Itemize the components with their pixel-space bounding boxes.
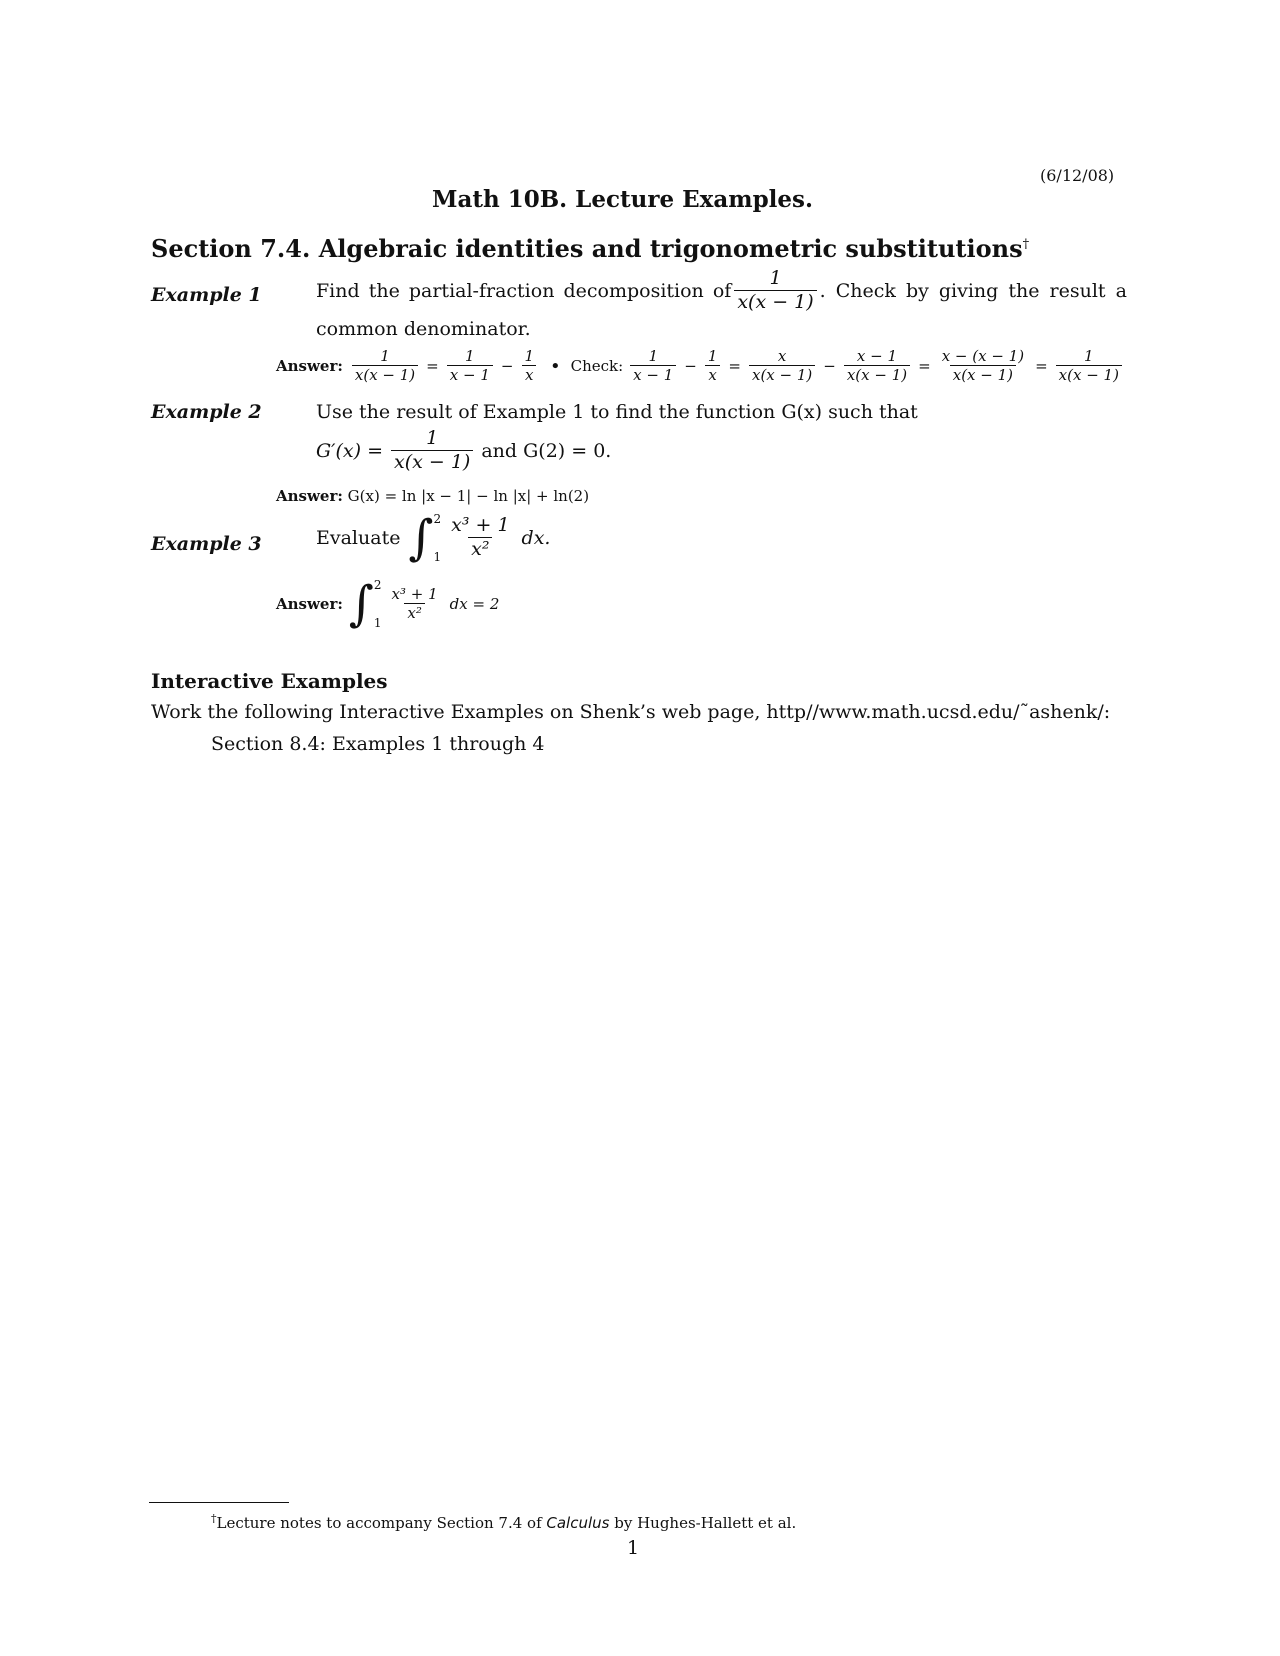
example-2-text: Use the result of Example 1 to find the function G(x) such that <box>316 401 918 423</box>
section-title: Section 7.4. Algebraic identities and trigonometric substitutions <box>151 234 1023 263</box>
example-2-equation <box>316 428 611 474</box>
check-fraction: $\frac{x - 1}{x(x - 1)}$ <box>844 348 910 384</box>
example-2-answer <box>276 487 589 505</box>
interactive-text: Work the following Interactive Examples on Shenk’s web page, http//www.math.ucsd.edu/˜ashenk/: <box>151 701 1111 723</box>
page-number: 1 <box>627 1537 640 1559</box>
example-1-answer: Answer: $\frac{1}{x(x - 1)}$ = $\frac{1}{x - 1}$ − $\frac{1}{x}$ • Check: $\frac{1}{x - 1}$ − $\frac{1}{x}$ = $\frac{x}{x(x - 1)}$ − $\frac{x - 1}{x(x - 1)}$ = $\frac{x - (x - 1)}{x(x - 1)}$ = $\frac{1}{x(x - 1)}$ <box>276 348 1125 384</box>
example-3-answer <box>276 578 499 630</box>
example-2-lhs: G′(x) = <box>316 439 383 462</box>
example-2-answer-text: G(x) = ln |x − 1| − ln |x| + ln(2) <box>347 487 590 505</box>
footnote-mark: † <box>1022 237 1030 252</box>
integral-icon: ∫ <box>348 576 374 632</box>
answer-label: Answer: <box>276 357 343 376</box>
integral-limits: 2 1 <box>373 578 382 630</box>
example-3-fraction: $\frac{\text{x³ + 1}}{\text{x²}}$ <box>451 514 510 561</box>
answer-label: Answer: <box>276 595 343 613</box>
example-3-statement <box>316 512 550 564</box>
example-1-text-c: common denominator. <box>316 318 531 340</box>
check-fraction: $\frac{1}{x - 1}$ <box>630 348 676 384</box>
example-2-fraction: $\frac{1}{x(x - 1)}$ <box>391 428 473 474</box>
bullet: • <box>549 355 561 377</box>
section-heading <box>151 234 1029 263</box>
footnote-mark: † <box>211 1512 217 1525</box>
footnote <box>211 1512 796 1532</box>
footnote-text-a: Lecture notes to accompany Section 7.4 of <box>216 1514 547 1532</box>
answer-fraction: $\frac{1}{x(x - 1)}$ <box>352 348 418 384</box>
example-1-label: Example 1 <box>151 284 262 306</box>
interactive-item: Section 8.4: Examples 1 through 4 <box>211 733 545 755</box>
example-1-fraction: $\frac{1}{x(x - 1)}$ <box>734 268 816 314</box>
example-3-text: Evaluate <box>316 527 401 549</box>
date: (6/12/08) <box>1040 166 1115 185</box>
page-title: Math 10B. Lecture Examples. <box>432 186 813 213</box>
example-3-label: Example 3 <box>151 533 262 555</box>
footnote-book: Calculus <box>546 1514 610 1532</box>
check-fraction: $\frac{x - (x - 1)}{x(x - 1)}$ <box>941 347 1025 385</box>
check-fraction: $\frac{1}{x(x - 1)}$ <box>1056 348 1122 384</box>
interactive-heading: Interactive Examples <box>151 669 388 693</box>
example-1-statement <box>316 267 1127 314</box>
check-fraction: $\frac{x}{x(x - 1)}$ <box>749 348 815 384</box>
answer-label: Answer: <box>276 487 343 505</box>
example-1-text-a: Find the partial-fraction decomposition of <box>316 279 732 302</box>
example-3-tail: dx. <box>521 527 551 549</box>
example-2-rhs: and G(2) = 0. <box>481 439 612 462</box>
integral-limits: 2 1 <box>433 512 442 564</box>
footnote-rule <box>149 1502 289 1503</box>
example-3-answer-fraction: $\frac{\text{x³ + 1}}{\text{x²}}$ <box>391 584 438 623</box>
answer-fraction: $\frac{1}{x}$ <box>521 348 537 384</box>
check-fraction: $\frac{1}{x}$ <box>705 348 721 384</box>
footnote-text-b: by Hughes-Hallett et al. <box>609 1514 797 1532</box>
check-label: Check: <box>570 357 624 376</box>
example-1-text-b: . Check by giving the result a <box>819 279 1127 302</box>
example-3-answer-tail: dx = 2 <box>449 595 500 613</box>
answer-fraction: $\frac{1}{x - 1}$ <box>447 348 493 384</box>
integral-icon: ∫ <box>408 510 434 566</box>
example-2-label: Example 2 <box>151 401 262 423</box>
